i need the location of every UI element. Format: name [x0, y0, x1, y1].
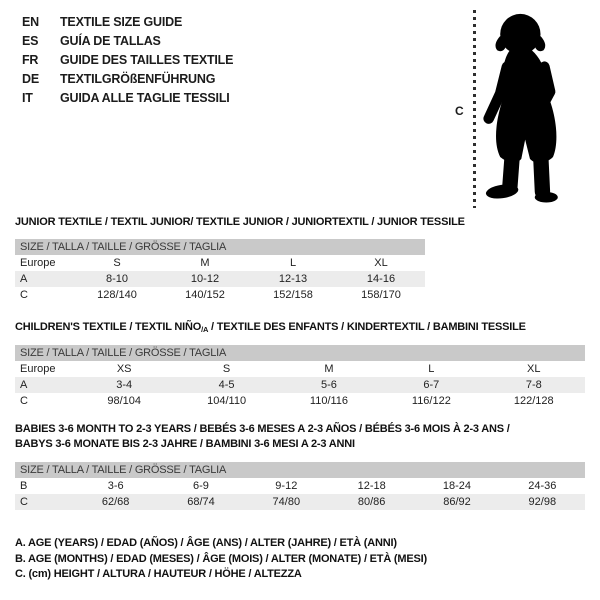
row-label-cell: B: [20, 480, 28, 492]
footnotes: [15, 536, 427, 583]
junior-size-table: [15, 239, 425, 303]
size-header-label: SIZE / TALLA / TAILLE / GRÖSSE / TAGLIA: [15, 345, 585, 361]
value-cell: 3-6: [107, 480, 124, 492]
value-cell: 6-7: [380, 377, 482, 393]
height-measure-label: C: [455, 104, 464, 118]
language-row: [22, 70, 233, 89]
toddler-silhouette-icon: [481, 7, 577, 209]
language-label: TEXTILGRÖßENFÜHRUNG: [60, 72, 216, 86]
children-size-table: [15, 345, 585, 409]
section-title-children-pre: CHILDREN'S TEXTILE / TEXTIL NIÑO: [15, 321, 202, 333]
language-label: GUÍA DE TALLAS: [60, 34, 161, 48]
size-header-bar: [15, 462, 585, 478]
region-label-cell: Europe: [20, 363, 56, 375]
row-label-cell: C: [20, 395, 28, 407]
language-label: GUIDA ALLE TAGLIE TESSILI: [60, 91, 230, 105]
table-row-a: [15, 271, 425, 287]
column-header-row: [15, 255, 425, 271]
table-row-c: [15, 287, 425, 303]
value-cell: 68/74: [158, 494, 243, 510]
value-cell: 18-24: [442, 480, 472, 492]
column-header-cell: L: [289, 257, 297, 269]
value-cell: 86/92: [414, 494, 499, 510]
value-cell: 5-6: [278, 377, 380, 393]
value-cell: 12-13: [249, 271, 337, 287]
column-header-cell: XS: [116, 363, 132, 375]
section-title-babies: [15, 422, 590, 452]
language-label: GUIDE DES TAILLES TEXTILE: [60, 53, 234, 67]
value-cell: 4-5: [175, 377, 277, 393]
table-row-b: [15, 478, 585, 494]
value-cell: 122/128: [513, 395, 554, 407]
language-list: [22, 13, 233, 108]
section-title-children-sub: /A: [201, 325, 209, 334]
value-cell: 74/80: [244, 494, 329, 510]
value-cell: 92/98: [500, 494, 585, 510]
language-row: [22, 13, 233, 32]
column-header-cell: S: [113, 257, 121, 269]
babies-size-table: [15, 462, 585, 510]
height-dashed-line: [473, 10, 476, 208]
size-header-bar: [15, 345, 585, 361]
value-cell: 3-4: [73, 377, 175, 393]
value-cell: 158/170: [361, 289, 401, 301]
value-cell: 62/68: [73, 494, 158, 510]
footnote-b: B. AGE (MONTHS) / EDAD (MESES) / ÂGE (MOIS) / ALTER (MONATE) / ETÀ (MESI): [15, 552, 427, 565]
row-label-cell: A: [15, 377, 73, 393]
value-cell: 9-12: [275, 480, 298, 492]
row-label-cell: C: [15, 494, 73, 510]
table-row-c: [15, 393, 585, 409]
language-label: TEXTILE SIZE GUIDE: [60, 15, 183, 29]
value-cell: 6-9: [193, 480, 209, 492]
section-title-babies-line2: BABYS 3-6 MONATE BIS 2-3 JAHRE / BAMBINI 3-6 MESI A 2-3 ANNI: [15, 438, 355, 450]
value-cell: 12-18: [357, 480, 386, 492]
value-cell: 24-36: [528, 480, 557, 492]
table-row-c: [15, 494, 585, 510]
row-label-cell: C: [20, 289, 28, 301]
section-title-junior: JUNIOR TEXTILE / TEXTIL JUNIOR/ TEXTILE JUNIOR / JUNIORTEXTIL / JUNIOR TESSILE: [15, 216, 465, 228]
language-row: [22, 32, 233, 51]
column-header-cell: S: [222, 363, 231, 375]
size-header-label: SIZE / TALLA / TAILLE / GRÖSSE / TAGLIA: [15, 239, 425, 255]
section-title-babies-line1: BABIES 3-6 MONTH TO 2-3 YEARS / BEBÉS 3-6 MESES A 2-3 AÑOS / BÉBÉS 3-6 MOIS À 2-3 ANS /: [15, 423, 510, 435]
footnote-a: A. AGE (YEARS) / EDAD (AÑOS) / ÂGE (ANS) / ALTER (JAHRE) / ETÀ (ANNI): [15, 537, 397, 549]
value-cell: 152/158: [273, 289, 313, 301]
value-cell: 104/110: [207, 395, 247, 407]
language-code: IT: [22, 91, 33, 105]
value-cell: 14-16: [337, 271, 425, 287]
footnote-c: C. (cm) HEIGHT / ALTURA / HAUTEUR / HÖHE / ALTEZZA: [15, 568, 302, 580]
language-row: [22, 89, 233, 108]
value-cell: 80/86: [329, 494, 414, 510]
value-cell: 140/152: [185, 289, 225, 301]
value-cell: 98/104: [107, 395, 142, 407]
region-label-cell: Europe: [20, 257, 56, 269]
column-header-cell: M: [200, 257, 210, 269]
column-header-cell: XL: [374, 257, 388, 269]
section-title-children: [15, 321, 526, 334]
row-label-cell: A: [15, 271, 73, 287]
size-header-label: SIZE / TALLA / TAILLE / GRÖSSE / TAGLIA: [15, 462, 585, 478]
value-cell: 10-12: [161, 271, 249, 287]
value-cell: 110/116: [309, 395, 349, 407]
language-row: [22, 51, 233, 70]
size-header-bar: [15, 239, 425, 255]
value-cell: 8-10: [73, 271, 161, 287]
column-header-row: [15, 361, 585, 377]
section-title-children-post: / TEXTILE DES ENFANTS / KINDERTEXTIL / BAMBINI TESSILE: [208, 321, 526, 333]
column-header-cell: XL: [527, 363, 541, 375]
value-cell: 7-8: [483, 377, 585, 393]
table-row-a: [15, 377, 585, 393]
value-cell: 116/122: [411, 395, 451, 407]
language-code: ES: [22, 34, 39, 48]
column-header-cell: M: [324, 363, 334, 375]
language-code: DE: [22, 72, 39, 86]
language-code: EN: [22, 15, 39, 29]
value-cell: 128/140: [97, 289, 137, 301]
language-code: FR: [22, 53, 39, 67]
column-header-cell: L: [428, 363, 435, 375]
